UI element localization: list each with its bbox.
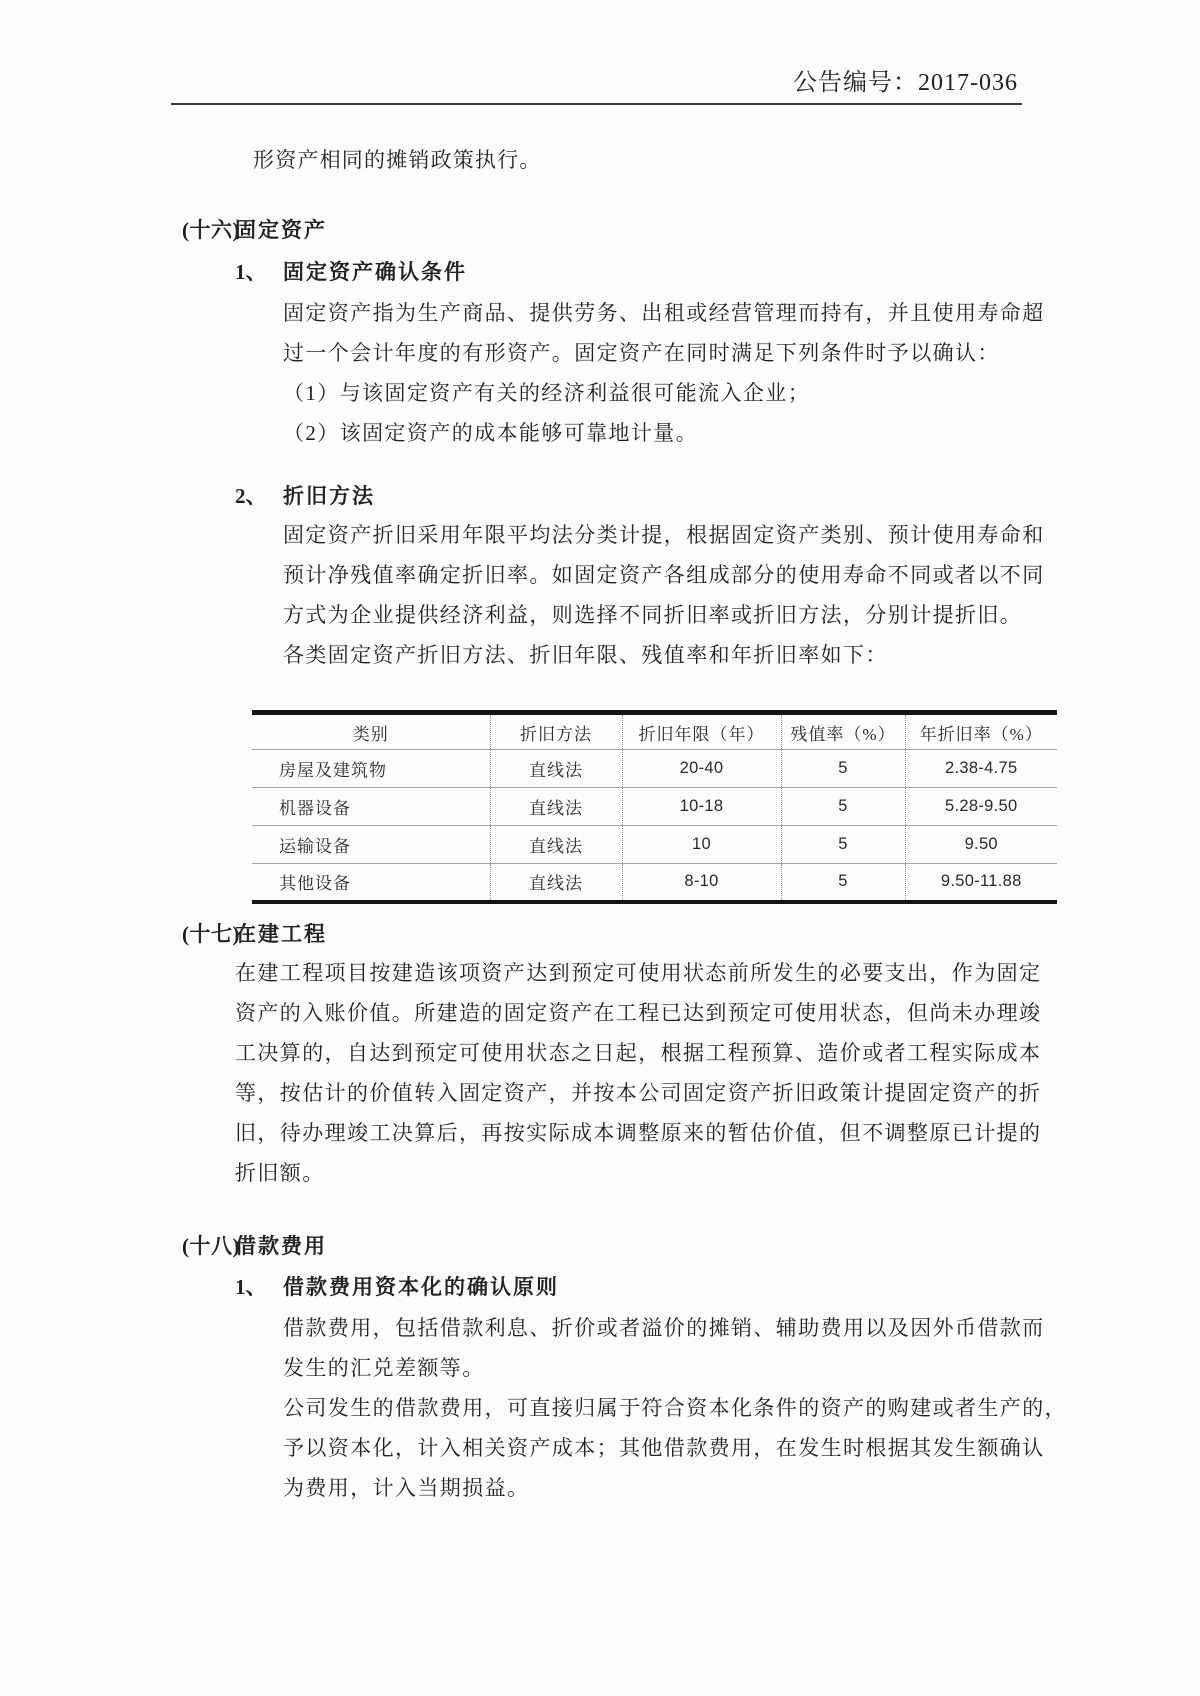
cell-years: 10: [622, 826, 781, 864]
cell-residual-rate: 5: [781, 788, 905, 826]
section-16-heading: [182, 216, 327, 244]
item-16-2-title: 折旧方法: [283, 484, 375, 508]
section-16-title: 固定资产: [235, 218, 327, 242]
section-18-number: (十八): [182, 1234, 240, 1258]
text-line: 公司发生的借款费用，可直接归属于符合资本化条件的资产的购建或者生产的，: [283, 1396, 1067, 1420]
text-line: 等，按估计的价值转入固定资产，并按本公司固定资产折旧政策计提固定资产的折: [235, 1081, 1042, 1105]
cell-residual-rate: 5: [781, 864, 905, 902]
cell-years: 20-40: [622, 750, 781, 788]
text-line: 折旧额。: [235, 1161, 325, 1185]
column-header-years: 折旧年限（年）: [622, 713, 781, 750]
cell-annual-rate: 9.50-11.88: [905, 864, 1057, 902]
column-header-category: 类别: [352, 724, 389, 744]
text-line: 旧，待办理竣工决算后，再按实际成本调整原来的暂估价值，但不调整原已计提的: [235, 1121, 1042, 1145]
cell-years: 8-10: [622, 864, 781, 902]
table-row: [252, 788, 1057, 826]
item-16-1-title: 固定资产确认条件: [283, 260, 467, 284]
item-16-2-heading: [235, 482, 375, 510]
item-16-1-number: 1、: [235, 260, 267, 284]
text-line: （1）与该固定资产有关的经济利益很可能流入企业；: [283, 381, 811, 405]
item-18-1-heading: [235, 1273, 559, 1301]
cell-method: 直线法: [490, 750, 622, 788]
table-row: [252, 864, 1057, 902]
continuation-text: 形资产相同的摊销政策执行。: [253, 148, 542, 172]
text-line: 各类固定资产折旧方法、折旧年限、残值率和年折旧率如下：: [283, 643, 888, 667]
section-17-heading: [182, 920, 327, 948]
table-row: [252, 826, 1057, 864]
column-header-method: 折旧方法: [490, 713, 622, 750]
text-line: 工决算的，自达到预定可使用状态之日起，根据工程预算、造价或者工程实际成本: [235, 1041, 1042, 1065]
announcement-number: 公告编号：2017-036: [793, 70, 1018, 96]
cell-method: 直线法: [490, 826, 622, 864]
table-header-row: [252, 713, 1057, 750]
section-18-title: 借款费用: [235, 1234, 327, 1258]
paragraph-construction-in-progress: [235, 953, 1055, 1193]
cell-method: 直线法: [490, 864, 622, 902]
cell-category: 其他设备: [252, 864, 490, 902]
cell-method: 直线法: [490, 788, 622, 826]
text-line: 在建工程项目按建造该项资产达到预定可使用状态前所发生的必要支出，作为固定: [235, 961, 1042, 985]
cell-category: 房屋及建筑物: [252, 750, 490, 788]
header-rule: [171, 103, 1022, 105]
cell-annual-rate: 9.50: [905, 826, 1057, 864]
paragraph-borrowing-costs: [283, 1308, 1067, 1508]
text-line: 固定资产指为生产商品、提供劳务、出租或经营管理而持有，并且使用寿命超: [283, 301, 1045, 325]
cell-residual-rate: 5: [781, 826, 905, 864]
table-row: [252, 750, 1057, 788]
item-18-1-title: 借款费用资本化的确认原则: [283, 1275, 559, 1299]
text-line: 予以资本化，计入相关资产成本；其他借款费用，在发生时根据其发生额确认: [283, 1436, 1045, 1460]
paragraph-fixed-asset-recognition: [283, 293, 1053, 453]
cell-residual-rate: 5: [781, 750, 905, 788]
text-line: 过一个会计年度的有形资产。固定资产在同时满足下列条件时予以确认：: [283, 341, 1000, 365]
cell-annual-rate: 2.38-4.75: [905, 750, 1057, 788]
column-header-annual-rate: 年折旧率（%）: [905, 713, 1057, 750]
depreciation-table: [252, 710, 1057, 904]
section-17-number: (十七): [182, 922, 240, 946]
text-line: （2）该固定资产的成本能够可靠地计量。: [283, 421, 699, 445]
cell-annual-rate: 5.28-9.50: [905, 788, 1057, 826]
text-line: 借款费用，包括借款利息、折价或者溢价的摊销、辅助费用以及因外币借款而: [283, 1316, 1045, 1340]
text-line: 资产的入账价值。所建造的固定资产在工程已达到预定可使用状态，但尚未办理竣: [235, 1001, 1042, 1025]
item-16-1-heading: [235, 258, 467, 286]
text-line: 方式为企业提供经济利益，则选择不同折旧率或折旧方法，分别计提折旧。: [283, 603, 1023, 627]
text-line: 发生的汇兑差额等。: [283, 1356, 485, 1380]
section-16-number: (十六): [182, 218, 240, 242]
text-line: 预计净残值率确定折旧率。如固定资产各组成部分的使用寿命不同或者以不同: [283, 563, 1045, 587]
section-17-title: 在建工程: [235, 922, 327, 946]
column-header-residual-rate: 残值率（%）: [781, 713, 905, 750]
paragraph-depreciation-method: [283, 515, 1053, 675]
text-line: 为费用，计入当期损益。: [283, 1476, 530, 1500]
text-line: 固定资产折旧采用年限平均法分类计提，根据固定资产类别、预计使用寿命和: [283, 523, 1045, 547]
item-18-1-number: 1、: [235, 1275, 267, 1299]
section-18-heading: [182, 1232, 327, 1260]
cell-category: 运输设备: [252, 826, 490, 864]
cell-category: 机器设备: [252, 788, 490, 826]
cell-years: 10-18: [622, 788, 781, 826]
item-16-2-number: 2、: [235, 484, 267, 508]
